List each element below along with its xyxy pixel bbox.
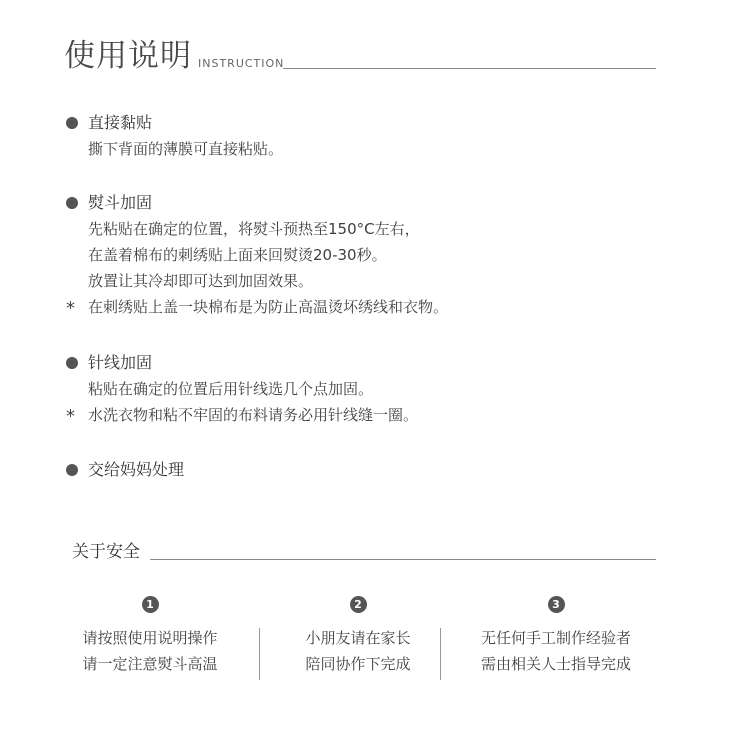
safety-divider [150, 559, 656, 560]
section-text: 在盖着棉布的刺绣贴上面来回熨烫20-30秒。 [88, 246, 387, 264]
safety-text: 小朋友请在家长 [305, 629, 411, 647]
column-divider [259, 628, 260, 680]
column-divider [440, 628, 441, 680]
number-badge: 2 [350, 596, 367, 613]
section-note: * 在刺绣贴上盖一块棉布是为防止高温烫坏绣线和衣物。 [66, 294, 448, 320]
section-text: 先粘贴在确定的位置，将熨斗预热至150°C左右， [88, 220, 420, 238]
safety-text: 陪同协作下完成 [305, 655, 411, 673]
safety-item-3 [456, 596, 656, 677]
section-sewing [66, 350, 418, 428]
section-iron [66, 190, 448, 320]
page-subtitle: INSTRUCTION [198, 57, 285, 70]
safety-item-2 [268, 596, 448, 677]
safety-header [72, 538, 656, 566]
section-text: 粘贴在确定的位置后用针线选几个点加固。 [88, 380, 374, 398]
asterisk-icon: * [66, 298, 75, 319]
bullet-icon [66, 357, 78, 369]
section-text: 放置让其冷却即可达到加固效果。 [88, 272, 314, 290]
bullet-icon [66, 117, 78, 129]
instruction-header [64, 36, 656, 76]
header-divider [283, 68, 656, 69]
bullet-icon [66, 464, 78, 476]
safety-text: 无任何手工制作经验者 [480, 629, 631, 647]
section-direct-paste [66, 110, 283, 162]
number-badge: 3 [548, 596, 565, 613]
section-mom [66, 457, 184, 483]
section-note: * 水洗衣物和粘不牢固的布料请务必用针线缝一圈。 [66, 402, 418, 428]
section-title: 直接黏贴 [88, 113, 153, 132]
section-title: 针线加固 [88, 353, 153, 372]
bullet-icon [66, 197, 78, 209]
safety-title: 关于安全 [72, 542, 140, 562]
section-title: 交给妈妈处理 [88, 460, 185, 479]
safety-text: 请按照使用说明操作 [82, 629, 218, 647]
section-text: 撕下背面的薄膜可直接粘贴。 [88, 140, 284, 158]
safety-text: 需由相关人士指导完成 [480, 655, 631, 673]
safety-text: 请一定注意熨斗高温 [82, 655, 218, 673]
page-title: 使用说明 [64, 38, 192, 74]
section-title: 熨斗加固 [88, 193, 153, 212]
asterisk-icon: * [66, 406, 75, 427]
safety-item-1 [60, 596, 240, 677]
number-badge: 1 [142, 596, 159, 613]
